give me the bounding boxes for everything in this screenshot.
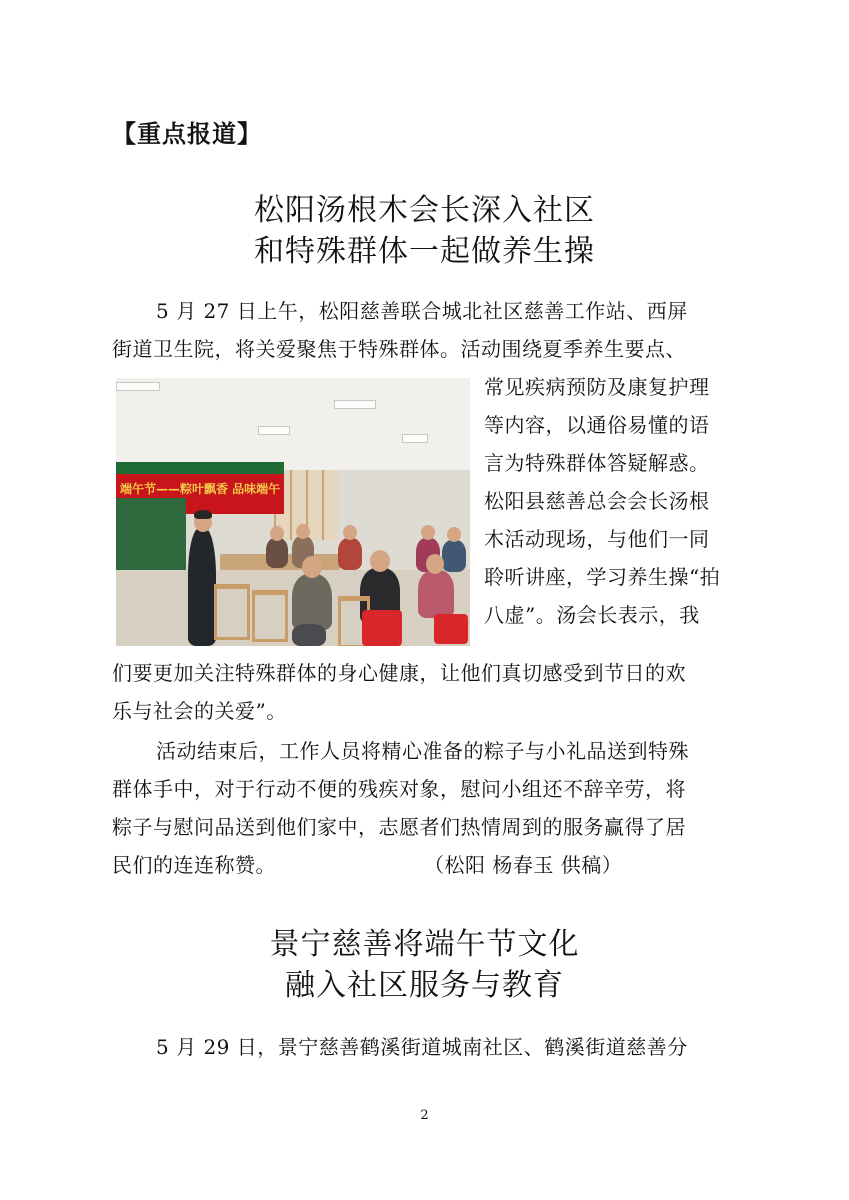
paragraph-line: 们要更加关注特殊群体的身心健康，让他们真切感受到节日的欢	[112, 661, 686, 685]
audience-head	[270, 526, 284, 541]
article-title	[0, 190, 849, 272]
paragraph-line: 木活动现场，与他们一同	[484, 527, 710, 551]
paragraph-line: 言为特殊群体答疑解惑。	[484, 451, 710, 475]
article-title-line: 景宁慈善将端午节文化	[269, 927, 580, 962]
ceiling-light	[402, 434, 428, 443]
speaker-hair	[194, 510, 212, 519]
article-title-line: 松阳汤根木会长深入社区	[254, 193, 595, 228]
wrapped-text-column	[484, 368, 742, 634]
event-photo	[116, 378, 470, 646]
article-credit: （松阳 杨春玉 供稿）	[424, 853, 623, 877]
article-title-line: 融入社区服务与教育	[285, 968, 564, 1003]
article-paragraph	[112, 732, 742, 884]
article-paragraph	[112, 292, 742, 368]
audience-head	[296, 524, 310, 539]
audience-head	[447, 527, 461, 542]
audience-member	[292, 574, 332, 630]
ceiling-light	[258, 426, 290, 435]
red-stool	[362, 610, 402, 646]
article-paragraph	[112, 654, 742, 730]
paragraph-line: 活动结束后，工作人员将精心准备的粽子与小礼品送到特殊	[156, 739, 689, 763]
paragraph-line: 群体手中，对于行动不便的残疾对象，慰问小组还不辞辛劳，将	[112, 777, 686, 801]
ceiling-light	[334, 400, 376, 409]
audience-head	[370, 550, 390, 572]
paragraph-line: 5 月 29 日，景宁慈善鹤溪街道城南社区、鹤溪街道慈善分	[156, 1035, 688, 1059]
paragraph-line: 5 月 27 日上午，松阳慈善联合城北社区慈善工作站、西屏	[156, 299, 688, 323]
paragraph-line: 等内容，以通俗易懂的语	[484, 413, 710, 437]
audience-legs	[292, 624, 326, 646]
article-paragraph	[112, 1028, 742, 1066]
banner-top-strip	[116, 462, 284, 474]
banner-text: 端午节——粽叶飘香 品味端午	[120, 482, 281, 496]
article-title-line: 和特殊群体一起做养生操	[254, 234, 595, 269]
paragraph-line: 八虚”。汤会长表示，我	[484, 603, 700, 627]
paragraph-line: 乐与社会的关爱”。	[112, 699, 287, 723]
audience-head	[302, 556, 322, 578]
paragraph-line: 松阳县慈善总会会长汤根	[484, 489, 710, 513]
paragraph-line: 聆听讲座，学习养生操“拍	[484, 565, 721, 589]
ceiling-light	[116, 382, 160, 391]
chair	[252, 590, 288, 642]
audience-head	[343, 525, 357, 540]
chair	[214, 584, 250, 640]
audience-member	[338, 538, 362, 570]
paragraph-line-text: 民们的连连称赞。	[112, 853, 276, 877]
paragraph-line: 街道卫生院，将关爱聚焦于特殊群体。活动围绕夏季养生要点、	[112, 337, 686, 361]
paragraph-line	[112, 846, 742, 884]
paragraph-line: 常见疾病预防及康复护理	[484, 375, 710, 399]
page-number: 2	[420, 1108, 429, 1123]
article-title	[0, 924, 849, 1006]
audience-member	[266, 538, 288, 568]
speaker-figure	[188, 528, 216, 646]
audience-head	[426, 554, 444, 574]
section-tag: 【重点报道】	[112, 120, 262, 148]
audience-head	[421, 525, 435, 540]
photo-ceiling	[116, 378, 470, 470]
red-stool	[434, 614, 468, 644]
audience-member	[442, 540, 466, 572]
audience-member	[418, 570, 454, 618]
paragraph-line: 粽子与慰问品送到他们家中，志愿者们热情周到的服务赢得了居	[112, 815, 686, 839]
